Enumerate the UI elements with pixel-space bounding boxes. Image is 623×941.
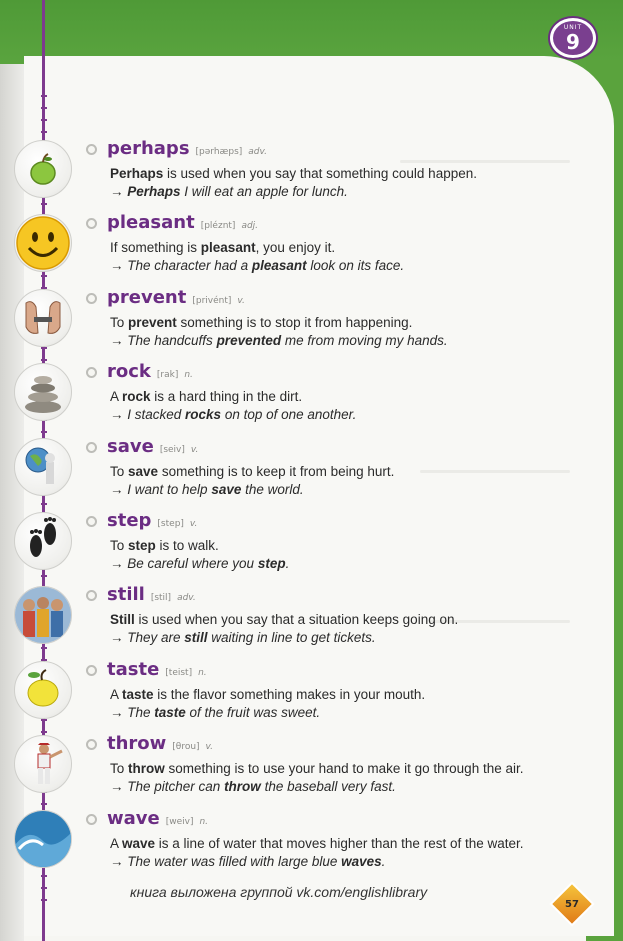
example-text: waves (341, 853, 382, 869)
example-sentence (110, 332, 586, 350)
pronunciation: [θrou] (172, 742, 200, 753)
pronunciation: [step] (157, 519, 184, 529)
example-text: → I want to help (110, 481, 212, 497)
vocab-entry (86, 361, 586, 424)
footprints-icon (14, 512, 72, 570)
headword: step (107, 510, 152, 531)
example-text: . (285, 556, 290, 571)
page-number: 57 (565, 898, 579, 910)
margin-tick (41, 119, 47, 121)
definition-text: wave (122, 835, 156, 851)
part-of-speech: n. (199, 816, 209, 827)
unit-number: 9 (566, 29, 580, 54)
pronunciation: [pərhæps] (195, 147, 243, 157)
vocab-entry (86, 212, 586, 275)
smiley-face-icon (14, 214, 72, 272)
bullet-icon (86, 144, 97, 155)
baseball-pitcher-icon (14, 735, 72, 793)
definition (110, 835, 586, 853)
apple-icon (14, 140, 72, 198)
example-sentence (110, 853, 586, 871)
pronunciation: [weiv] (165, 816, 194, 827)
example-sentence (110, 555, 586, 573)
bullet-icon (86, 293, 97, 304)
margin-tick (41, 719, 47, 721)
example-text: step (257, 556, 286, 571)
headword: prevent (107, 286, 187, 308)
footer-credit: книга выложена группой vk.com/englishlibrary (130, 884, 428, 900)
lemon-fruit-icon (14, 661, 72, 719)
margin-tick (41, 131, 47, 133)
example-text: the world. (241, 481, 304, 497)
definition-text: To (110, 463, 129, 479)
vocab-entry (86, 584, 586, 647)
example-text: → (110, 184, 128, 199)
part-of-speech: v. (205, 742, 213, 753)
definition-text: step (128, 538, 156, 553)
definition-text: throw (128, 761, 165, 777)
vocab-entry (86, 287, 586, 350)
margin-tick (41, 875, 47, 877)
entry-headline (86, 361, 586, 385)
example-text: Perhaps (127, 184, 181, 199)
pronunciation: [seiv] (159, 444, 185, 455)
entry-headline (86, 584, 586, 608)
margin-tick (41, 347, 47, 349)
bullet-icon (86, 590, 97, 601)
definition-text: is a line of water that moves higher than the rest of the water. (155, 835, 524, 851)
definition-text: is used when you say that something could happen. (163, 166, 477, 181)
pronunciation: [rak] (156, 370, 179, 381)
vocab-entry (86, 138, 586, 201)
definition-text: something is to use your hand to make it go through the air. (164, 761, 524, 777)
bullet-icon (86, 516, 97, 527)
example-text: → Be careful where you (110, 556, 258, 571)
example-text: waiting in line to get tickets. (207, 630, 376, 646)
stacked-rocks-icon (14, 363, 72, 421)
entry-headline (86, 212, 586, 236)
vocab-entry (86, 659, 586, 722)
bullet-icon (86, 218, 97, 229)
example-sentence (110, 481, 586, 499)
definition-text: is the flavor something makes in your mouth. (153, 686, 426, 702)
margin-tick (41, 887, 47, 889)
example-text: → The water was filled with large blue (110, 853, 342, 869)
part-of-speech: v. (237, 295, 245, 306)
definition-text: prevent (128, 314, 177, 330)
pronunciation: [stil] (150, 593, 172, 604)
definition (110, 686, 586, 704)
unit-label: UNIT (563, 23, 583, 31)
example-text: still (184, 630, 208, 646)
example-text: on top of one another. (221, 407, 357, 423)
margin-tick (41, 95, 47, 97)
entry-headline (86, 287, 586, 311)
headword: taste (107, 658, 160, 680)
margin-tick (41, 575, 47, 577)
pronunciation: [privént] (192, 295, 232, 306)
headword: wave (107, 807, 160, 829)
definition-text: A (110, 835, 123, 851)
entry-headline (86, 510, 586, 534)
ocean-wave-icon (14, 810, 72, 868)
definition-text: something is to keep it from being hurt. (158, 463, 395, 479)
example-sentence (110, 183, 586, 201)
definition-text: something is to stop it from happening. (176, 314, 413, 330)
headword: save (107, 435, 154, 457)
definition-text: Still (110, 612, 135, 628)
example-text: save (211, 481, 242, 497)
definition-text: A (110, 389, 123, 405)
definition (110, 388, 586, 406)
definition-text: Perhaps (110, 166, 164, 181)
part-of-speech: adv. (248, 147, 267, 157)
vocab-entry (86, 733, 586, 796)
part-of-speech: n. (184, 370, 193, 381)
example-sentence (110, 629, 586, 647)
definition-text: save (128, 463, 159, 479)
margin-tick (41, 275, 47, 277)
part-of-speech: adj. (241, 221, 259, 232)
entry-headline (86, 138, 586, 162)
definition-text: taste (122, 686, 154, 702)
example-text: prevented (216, 332, 282, 348)
margin-tick (41, 803, 47, 805)
margin-tick (41, 899, 47, 901)
definition-text: is used when you say that a situation keeps going on. (134, 612, 459, 628)
example-text: pleasant (251, 258, 307, 274)
globe-figure-icon (14, 438, 72, 496)
definition-text: If something is (110, 240, 201, 256)
definition (110, 537, 586, 555)
margin-tick (41, 203, 47, 205)
example-text: → The pitcher can (110, 779, 225, 795)
example-sentence (110, 257, 586, 275)
example-text: → They are (110, 630, 185, 646)
margin-tick (41, 359, 47, 361)
entry-headline (86, 733, 586, 757)
vocab-entry (86, 808, 586, 871)
bullet-icon (86, 665, 97, 676)
example-sentence (110, 778, 586, 796)
margin-tick (41, 107, 47, 109)
example-text: of the fruit was sweet. (185, 704, 321, 720)
example-text: → The (110, 704, 155, 720)
headword: rock (107, 361, 151, 383)
definition (110, 314, 586, 332)
definition-text: , you enjoy it. (255, 240, 336, 256)
part-of-speech: adv. (177, 593, 196, 604)
example-text: the baseball very fast. (260, 779, 396, 795)
handcuffed-hands-icon (14, 289, 72, 347)
example-text: → The character had a (110, 258, 252, 274)
definition-text: rock (122, 389, 151, 405)
example-text: me from moving my hands. (281, 332, 448, 348)
bullet-icon (86, 367, 97, 378)
example-text: → I stacked (110, 407, 186, 423)
bullet-icon (86, 442, 97, 453)
example-text: → The handcuffs (110, 332, 217, 348)
part-of-speech: v. (190, 444, 199, 455)
example-text: . (381, 853, 386, 869)
definition (110, 611, 586, 629)
margin-tick (41, 731, 47, 733)
vocab-entry (86, 510, 586, 573)
definition (110, 463, 586, 481)
entry-headline (86, 808, 586, 832)
headword: pleasant (107, 212, 195, 234)
part-of-speech: v. (189, 519, 198, 529)
headword: throw (107, 733, 167, 755)
example-sentence (110, 406, 586, 424)
margin-tick (41, 431, 47, 433)
page-gutter (0, 64, 24, 941)
people-in-line-icon (14, 586, 72, 644)
definition-text: pleasant (200, 240, 256, 256)
unit-badge (550, 18, 596, 58)
example-sentence (110, 704, 586, 722)
definition-text: To (110, 314, 129, 330)
example-text: taste (154, 704, 186, 720)
example-text: look on its face. (306, 258, 405, 274)
pronunciation: [teist] (165, 667, 193, 678)
pronunciation: [pléznt] (200, 221, 236, 232)
headword: still (107, 584, 145, 606)
bullet-icon (86, 739, 97, 750)
part-of-speech: n. (198, 667, 207, 678)
example-text: throw (224, 779, 261, 795)
example-text: rocks (185, 407, 222, 423)
headword: perhaps (107, 138, 190, 159)
definition-text: To (110, 761, 129, 777)
entry-headline (86, 436, 586, 460)
vocab-entry (86, 436, 586, 499)
bullet-icon (86, 814, 97, 825)
example-text: I will eat an apple for lunch. (180, 184, 348, 199)
margin-tick (41, 647, 47, 649)
entry-headline (86, 659, 586, 683)
definition (110, 760, 586, 778)
definition (110, 239, 586, 257)
definition (110, 165, 586, 183)
definition-text: To (110, 538, 129, 553)
definition-text: A (110, 686, 123, 702)
margin-tick (41, 503, 47, 505)
definition-text: is a hard thing in the dirt. (150, 389, 303, 405)
definition-text: is to walk. (155, 538, 219, 553)
